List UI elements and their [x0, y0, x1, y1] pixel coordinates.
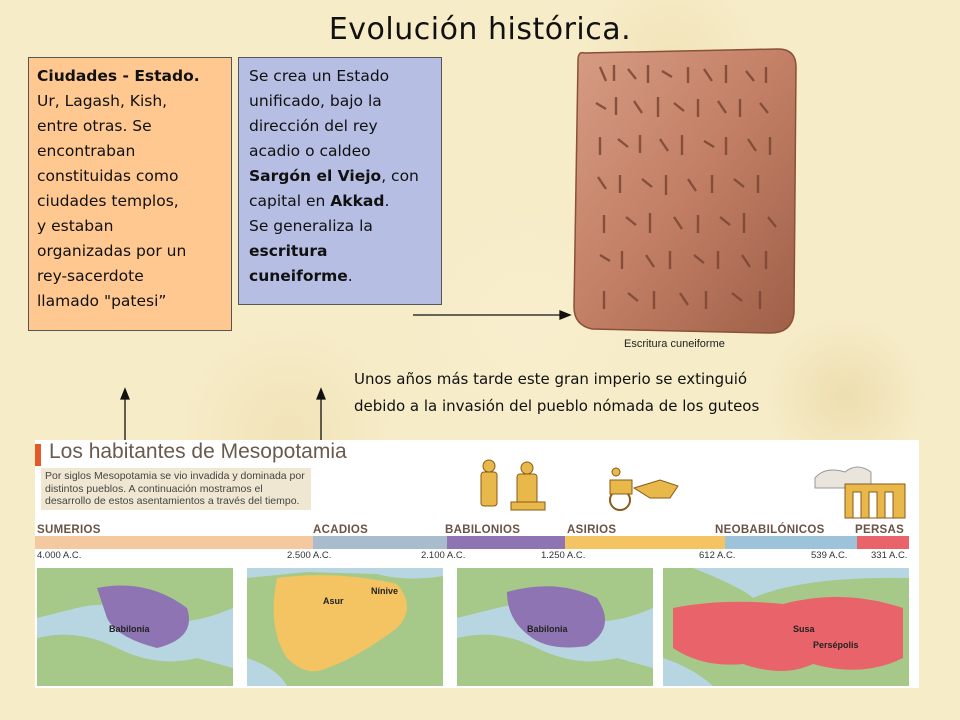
akkad-line — [249, 189, 433, 214]
sumerian-figures-icon — [465, 458, 575, 518]
akkad-line: Se crea un Estado — [249, 67, 390, 85]
map-babilonios — [457, 568, 653, 686]
map-label: Asur — [323, 596, 344, 606]
akkad-line — [249, 164, 433, 189]
map-asirios — [247, 568, 443, 686]
epoch-label-babilonios: BABILONIOS — [445, 524, 521, 536]
akkad-line — [249, 239, 433, 289]
map-label: Susa — [793, 624, 815, 634]
sumer-line: y estaban — [37, 217, 114, 235]
cuneiform-term: escritura cuneiforme — [249, 242, 348, 285]
panel-description: Por siglos Mesopotamia se vio invadida y dominada por distintos pueblos. A continuación mostramos el desarrollo de estos asentamientos a través del tiempo. — [41, 468, 311, 510]
date-label: 2.500 A.C. — [287, 550, 332, 561]
epoch-label-sumerios: SUMERIOS — [37, 524, 101, 536]
tablet-caption: Escritura cuneiforme — [624, 338, 725, 350]
timeline-bar-babilonios — [447, 536, 565, 549]
date-label: 1.250 A.C. — [541, 550, 586, 561]
timeline-bar-neobabilonicos — [725, 536, 857, 549]
timeline-bar-sumerios — [35, 536, 313, 549]
timeline-bar-asirios — [565, 536, 725, 549]
date-label: 331 A.C. — [871, 550, 908, 561]
persian-palace-icon — [805, 458, 915, 522]
sumer-heading: Ciudades - Estado. — [37, 67, 200, 85]
page-title: Evolución histórica. — [328, 12, 632, 47]
akkad-capital: Akkad — [330, 192, 385, 210]
akkad-text: . — [347, 267, 353, 285]
mesopotamia-infographic — [35, 440, 919, 688]
map-label: Babilonia — [527, 624, 568, 634]
note-line: Unos años más tarde este gran imperio se extinguió — [354, 370, 748, 388]
akkad-line: dirección del rey — [249, 117, 378, 135]
akkad-text: capital en — [249, 192, 331, 210]
note-line: debido a la invasión del pueblo nómada de los guteos — [354, 397, 760, 415]
cuneiform-tablet-image — [570, 47, 800, 357]
akkad-text: , con — [381, 167, 419, 185]
sargon-name: Sargón el Viejo — [249, 167, 382, 185]
sumer-line: organizadas por un — [37, 242, 187, 260]
sumer-line: Ur, Lagash, Kish, — [37, 92, 168, 110]
arrow-to-tablet — [413, 311, 570, 319]
akkad-text: . — [384, 192, 390, 210]
map-sumerios — [37, 568, 233, 686]
panel-title: Los habitantes de Mesopotamia — [49, 440, 347, 463]
sumer-line: llamado "patesi” — [37, 292, 167, 310]
date-label: 539 A.C. — [811, 550, 848, 561]
epoch-label-asirios: ASIRIOS — [567, 524, 617, 536]
date-label: 612 A.C. — [699, 550, 736, 561]
akkad-line: Se generaliza la — [249, 217, 373, 235]
epoch-label-acadios: ACADIOS — [313, 524, 369, 536]
map-persas — [663, 568, 909, 686]
akkad-line: unificado, bajo la — [249, 92, 382, 110]
map-label: Nínive — [371, 586, 399, 596]
epoch-label-persas: PERSAS — [855, 524, 905, 536]
panel-accent-bar — [35, 444, 41, 466]
timeline-bar-acadios — [313, 536, 447, 549]
sumer-line: entre otras. Se — [37, 117, 152, 135]
map-label: Persépolis — [813, 640, 859, 650]
timeline-bar-persas — [857, 536, 909, 549]
sumer-city-states-box — [28, 57, 232, 331]
sumer-line: ciudades templos, — [37, 192, 179, 210]
date-label: 4.000 A.C. — [37, 550, 82, 561]
map-label: Babilonia — [109, 624, 150, 634]
akkad-empire-box — [238, 57, 442, 305]
epoch-label-neobabilonicos: NEOBABILÓNICOS — [715, 524, 825, 536]
gutian-invasion-note — [354, 366, 844, 420]
date-label: 2.100 A.C. — [421, 550, 466, 561]
sumer-line: encontraban — [37, 142, 136, 160]
assyrian-chariot-icon — [600, 458, 690, 518]
akkad-line: acadio o caldeo — [249, 142, 371, 160]
sumer-line: constituidas como — [37, 167, 179, 185]
sumer-line: rey-sacerdote — [37, 267, 144, 285]
